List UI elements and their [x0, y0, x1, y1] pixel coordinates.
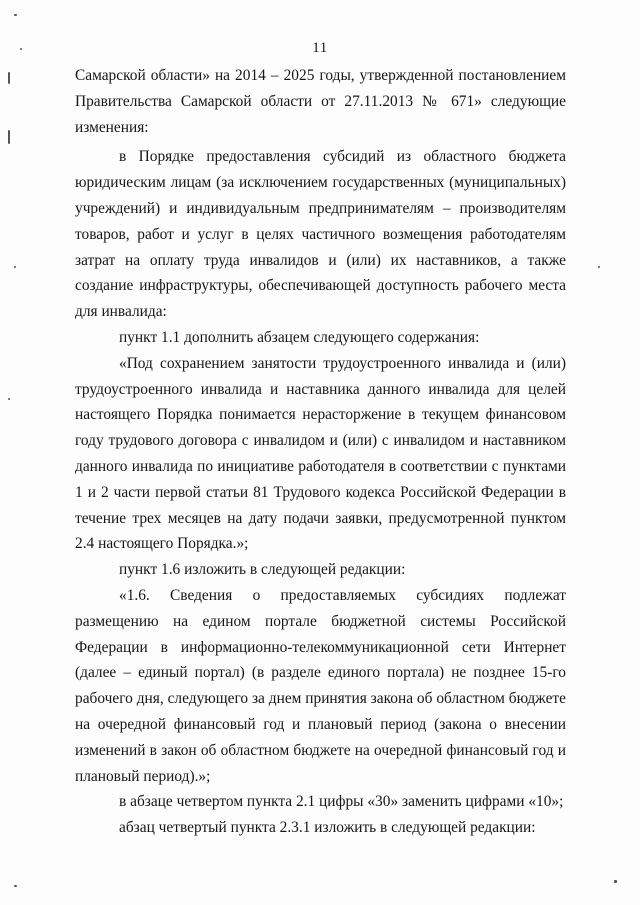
paragraph: в абзаце четвертом пункта 2.1 цифры «30» заменить цифрами «10»; [119, 793, 564, 811]
scan-mark [14, 266, 16, 268]
scan-mark [8, 398, 10, 400]
page-number: 11 [312, 40, 328, 56]
scan-mark [598, 266, 600, 268]
paragraph: «Под сохранением занятости трудоустроенного инвалида и (или) трудоустроенного инвалида и наставника данного инвалида для целей настоящего Порядка понимается нерасторжение в текущем финансовом году трудового договора с инвалидом и (или) с инвалидом и наставником данного инвалида по инициативе работодателя в соответствии с пунктами 1 и 2 части первой статьи 81 Трудового кодекса Российской Федерации в течение трех месяцев на дату подачи заявки, предусмотренной пунктом 2.4 настоящего Порядка.»; [75, 354, 566, 553]
scan-mark [614, 880, 617, 883]
paragraph: «1.6. Сведения о предоставляемых субсидиях подлежат размещению на едином портале бюджетной системы Российской Федерации в информационно-телекоммуникационной сети Интернет (далее – единый портал) (в разделе единого портала) не позднее 15-го рабочего дня, следующего за днем принятия закона об областном бюджете на очередной финансовый год и плановый период (закона о внесении изменений в закон об областном бюджете на очередной финансовый год и плановый период).»; [75, 586, 566, 785]
scan-mark [8, 72, 10, 84]
paragraph: пункт 1.6 изложить в следующей редакции: [119, 561, 406, 579]
paragraph: Самарской области» на 2014 – 2025 годы, утвержденной постановлением Правительства Самарской области от 27.11.2013 № 671» следующие изменения: [75, 67, 566, 136]
paragraph: в Порядке предоставления субсидий из областного бюджета юридическим лицам (за исключением государственных (муниципальных) учреждений) и индивидуальным предпринимателям – производителям товаров, работ и услуг в целях частичного возмещения работодателям затрат на оплату труда инвалидов и (или) их наставников, а также создание инфраструктуры, обеспечивающей доступность рабочего места для инвалида: [75, 148, 566, 321]
paragraph: абзац четвертый пункта 2.3.1 изложить в следующей редакции: [119, 819, 536, 837]
paragraph: пункт 1.1 дополнить абзацем следующего содержания: [119, 328, 480, 346]
scan-mark [8, 130, 10, 144]
scan-mark [14, 14, 17, 16]
scan-mark [14, 885, 17, 887]
body-text [75, 63, 566, 841]
